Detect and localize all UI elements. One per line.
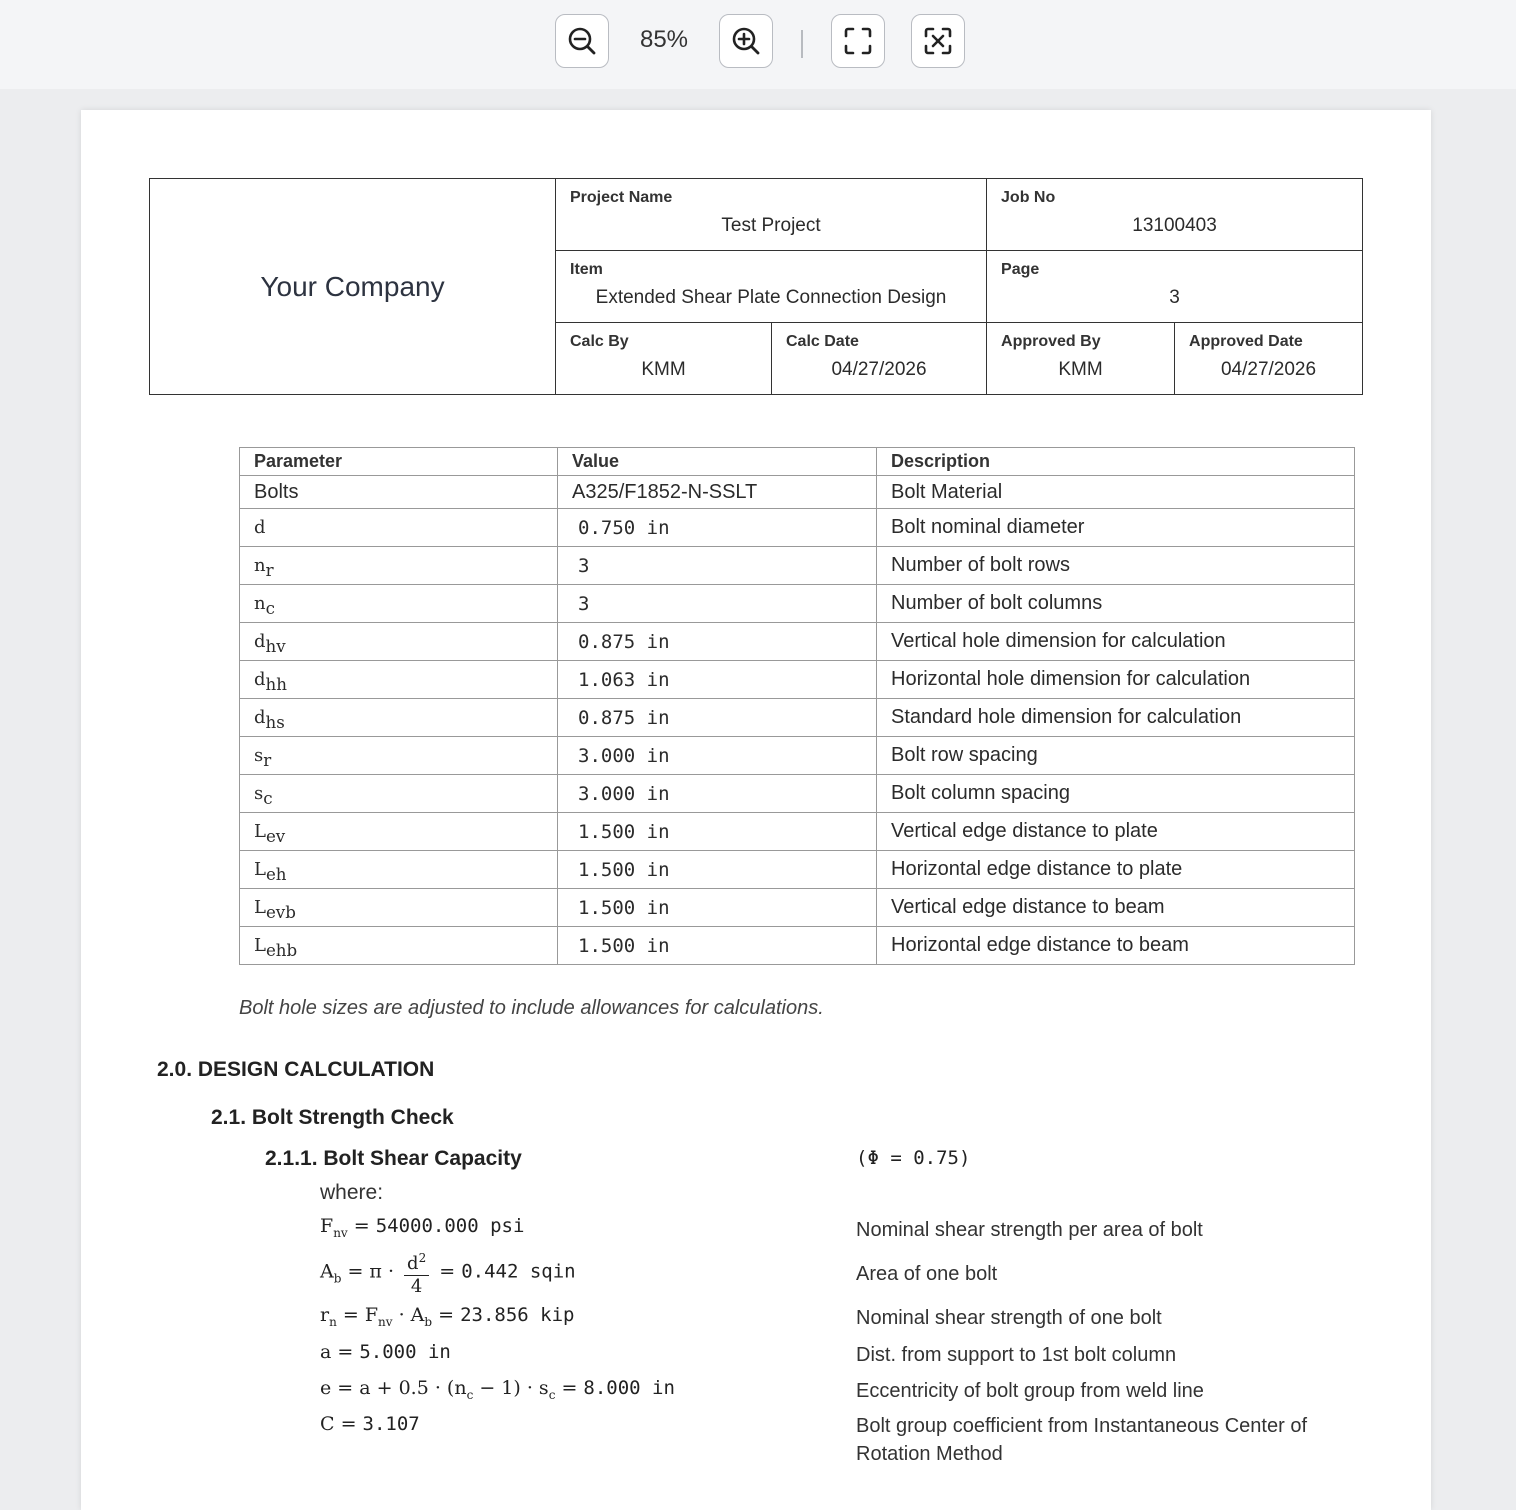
equation-value: 8.000 in: [583, 1377, 675, 1399]
equation-coefficient: 0.5: [398, 1377, 429, 1399]
symbol-subscript: hh: [265, 674, 287, 694]
equation-description: Area of one bolt: [856, 1263, 998, 1285]
parameter-table: [239, 447, 1355, 965]
symbol-base: L: [254, 858, 266, 880]
equation-description: Nominal shear strength per area of bolt: [856, 1219, 1203, 1241]
parameter-description: Bolt Material: [877, 476, 1355, 509]
zoom-in-button[interactable]: [719, 14, 773, 68]
symbol-subscript: c: [263, 788, 273, 808]
table-row: [240, 585, 1355, 623]
resistance-factor: (Φ = 0.75): [856, 1147, 971, 1169]
table-row: [240, 547, 1355, 585]
toolbar-divider: [801, 30, 803, 58]
parameter-value: 1.500 in: [558, 851, 877, 889]
symbol-subscript: ev: [265, 826, 286, 846]
parameter-value: 1.500 in: [558, 813, 877, 851]
equation-value: 54000.000 psi: [375, 1215, 525, 1237]
table-row: [240, 775, 1355, 813]
parameter-value: 3: [558, 585, 877, 623]
parameter-value: A325/F1852-N-SSLT: [558, 476, 877, 509]
equation-ab: $A_b = \pi$ · $\frac{d^2}{4}$ = 0.442 sqin: [320, 1247, 576, 1298]
item-label: Item: [570, 261, 603, 278]
parameter-symbol: [240, 699, 558, 737]
column-header: Parameter: [240, 448, 558, 476]
equation-description: Bolt group coefficient from Instantaneous Center of Rotation Method: [856, 1415, 1308, 1465]
table-row: [240, 927, 1355, 965]
table-row: [240, 851, 1355, 889]
equation-fnv: $F_{nv} = 54000.000$ psi: [320, 1215, 525, 1240]
parameter-value: 3: [558, 547, 877, 585]
parameter-symbol: [240, 889, 558, 927]
approved-by: KMM: [1058, 359, 1103, 380]
parameter-value: 1.063 in: [558, 661, 877, 699]
symbol-base: d: [254, 668, 266, 690]
calc-by-label: Calc By: [570, 333, 629, 350]
approved-by-label: Approved By: [1001, 333, 1101, 350]
symbol-base: L: [254, 934, 266, 956]
parameter-symbol: [240, 813, 558, 851]
fullscreen-icon: [841, 24, 875, 58]
parameter-symbol: [240, 476, 558, 509]
symbol-subscript: c: [265, 598, 275, 618]
parameter-value: 1.500 in: [558, 889, 877, 927]
symbol-subscript: r: [265, 560, 274, 580]
column-header: Description: [877, 448, 1355, 476]
parameter-description: Bolt row spacing: [877, 737, 1355, 775]
approved-date: 04/27/2026: [1220, 359, 1317, 380]
close-fullscreen-icon: [921, 24, 955, 58]
symbol-base: s: [254, 744, 264, 766]
parameter-description: Horizontal hole dimension for calculation: [877, 661, 1355, 699]
fraction: $\frac{d^2}{4}$: [404, 1247, 429, 1298]
equation-a: a = 5.000 in: [320, 1341, 451, 1363]
calc-date-label: Calc Date: [786, 333, 859, 350]
table-header-row: [240, 448, 1355, 476]
parameter-value: 3.000 in: [558, 737, 877, 775]
table-row: [240, 509, 1355, 547]
table-row: [240, 661, 1355, 699]
equation-rn: $r_n = F_{nv} \cdot A_b = 23.856$ kip: [320, 1304, 575, 1329]
parameter-description: Number of bolt rows: [877, 547, 1355, 585]
hole-size-note: Bolt hole sizes are adjusted to include allowances for calculations.: [239, 997, 824, 1019]
parameter-symbol: [240, 851, 558, 889]
subsection-heading: 2.1. Bolt Strength Check: [211, 1106, 454, 1129]
equation-value: 0.442 sqin: [461, 1260, 576, 1283]
symbol-subscript: hv: [265, 636, 286, 656]
parameter-description: Number of bolt columns: [877, 585, 1355, 623]
equation-description: Eccentricity of bolt group from weld line: [856, 1380, 1204, 1402]
parameter-description: Vertical hole dimension for calculation: [877, 623, 1355, 661]
zoom-in-icon: [729, 24, 763, 58]
exit-fullscreen-button[interactable]: [911, 14, 965, 68]
page-number: 3: [1169, 287, 1180, 308]
table-row: [240, 476, 1355, 509]
fullscreen-button[interactable]: [831, 14, 885, 68]
parameter-description: Horizontal edge distance to beam: [877, 927, 1355, 965]
equation-description: Dist. from support to 1st bolt column: [856, 1344, 1177, 1366]
where-label: where:: [320, 1181, 384, 1204]
symbol-base: d: [254, 517, 266, 538]
item-name: Extended Shear Plate Connection Design: [595, 287, 947, 308]
project-name-label: Project Name: [570, 189, 673, 206]
approved-date-label: Approved Date: [1189, 333, 1303, 350]
symbol-subscript: hs: [265, 712, 285, 732]
parameter-symbol: [240, 661, 558, 699]
symbol-subscript: evb: [265, 902, 296, 922]
parameter-symbol: [240, 547, 558, 585]
parameter-description: Standard hole dimension for calculation: [877, 699, 1355, 737]
symbol-subscript: eh: [265, 864, 287, 884]
parameter-symbol: [240, 623, 558, 661]
parameter-description: Vertical edge distance to plate: [877, 813, 1355, 851]
parameter-description: Bolt column spacing: [877, 775, 1355, 813]
company-name: Your Company: [150, 179, 556, 395]
job-no: 13100403: [1132, 215, 1217, 236]
document-page: [81, 110, 1431, 1510]
equation-value: 23.856 kip: [460, 1304, 575, 1326]
parameter-symbol: [240, 927, 558, 965]
parameter-description: Bolt nominal diameter: [877, 509, 1355, 547]
section-heading: 2.0. DESIGN CALCULATION: [157, 1058, 435, 1081]
job-no-label: Job No: [1001, 189, 1056, 206]
symbol-base: s: [254, 782, 264, 804]
column-header: Value: [558, 448, 877, 476]
parameter-value: 0.875 in: [558, 699, 877, 737]
parameter-description: Vertical edge distance to beam: [877, 889, 1355, 927]
symbol-subscript: ehb: [265, 940, 298, 960]
zoom-out-icon: [565, 24, 599, 58]
parameter-value: 1.500 in: [558, 927, 877, 965]
parameter-symbol: [240, 775, 558, 813]
symbol-base: d: [254, 706, 266, 728]
symbol-subscript: r: [263, 750, 272, 770]
table-row: [240, 813, 1355, 851]
equation-value: 5.000 in: [359, 1341, 451, 1363]
project-name: Test Project: [721, 215, 821, 236]
calc-by: KMM: [641, 359, 686, 380]
equation-description: Nominal shear strength of one bolt: [856, 1307, 1162, 1329]
title-block: [149, 178, 1363, 395]
parameter-value: 3.000 in: [558, 775, 877, 813]
equation-value: 3.107: [362, 1413, 420, 1435]
page-label: Page: [1001, 261, 1040, 278]
symbol-base: n: [254, 592, 266, 614]
parameter-value: 0.875 in: [558, 623, 877, 661]
equation-c: C = 3.107: [320, 1413, 420, 1435]
symbol-base: L: [254, 896, 266, 918]
symbol-base: n: [254, 554, 266, 576]
viewer-toolbar: [0, 0, 1516, 89]
symbol-base: d: [254, 630, 266, 652]
equation-e: $e = a + 0.5 \cdot (n_c - 1) \cdot s_c = 8.000$ in: [320, 1377, 675, 1402]
table-row: [240, 623, 1355, 661]
table-row: [240, 737, 1355, 775]
table-row: [240, 889, 1355, 927]
parameter-description: Horizontal edge distance to plate: [877, 851, 1355, 889]
parameter-symbol: [240, 585, 558, 623]
parameter-symbol: [240, 509, 558, 547]
zoom-out-button[interactable]: [555, 14, 609, 68]
symbol-base: L: [254, 820, 266, 842]
zoom-level: 85%: [639, 26, 689, 53]
parameter-symbol: [240, 737, 558, 775]
table-row: [240, 699, 1355, 737]
symbol-base: Bolts: [254, 480, 299, 503]
calc-date: 04/27/2026: [831, 359, 927, 380]
subsubsection-heading: 2.1.1. Bolt Shear Capacity: [265, 1147, 522, 1170]
parameter-value: 0.750 in: [558, 509, 877, 547]
